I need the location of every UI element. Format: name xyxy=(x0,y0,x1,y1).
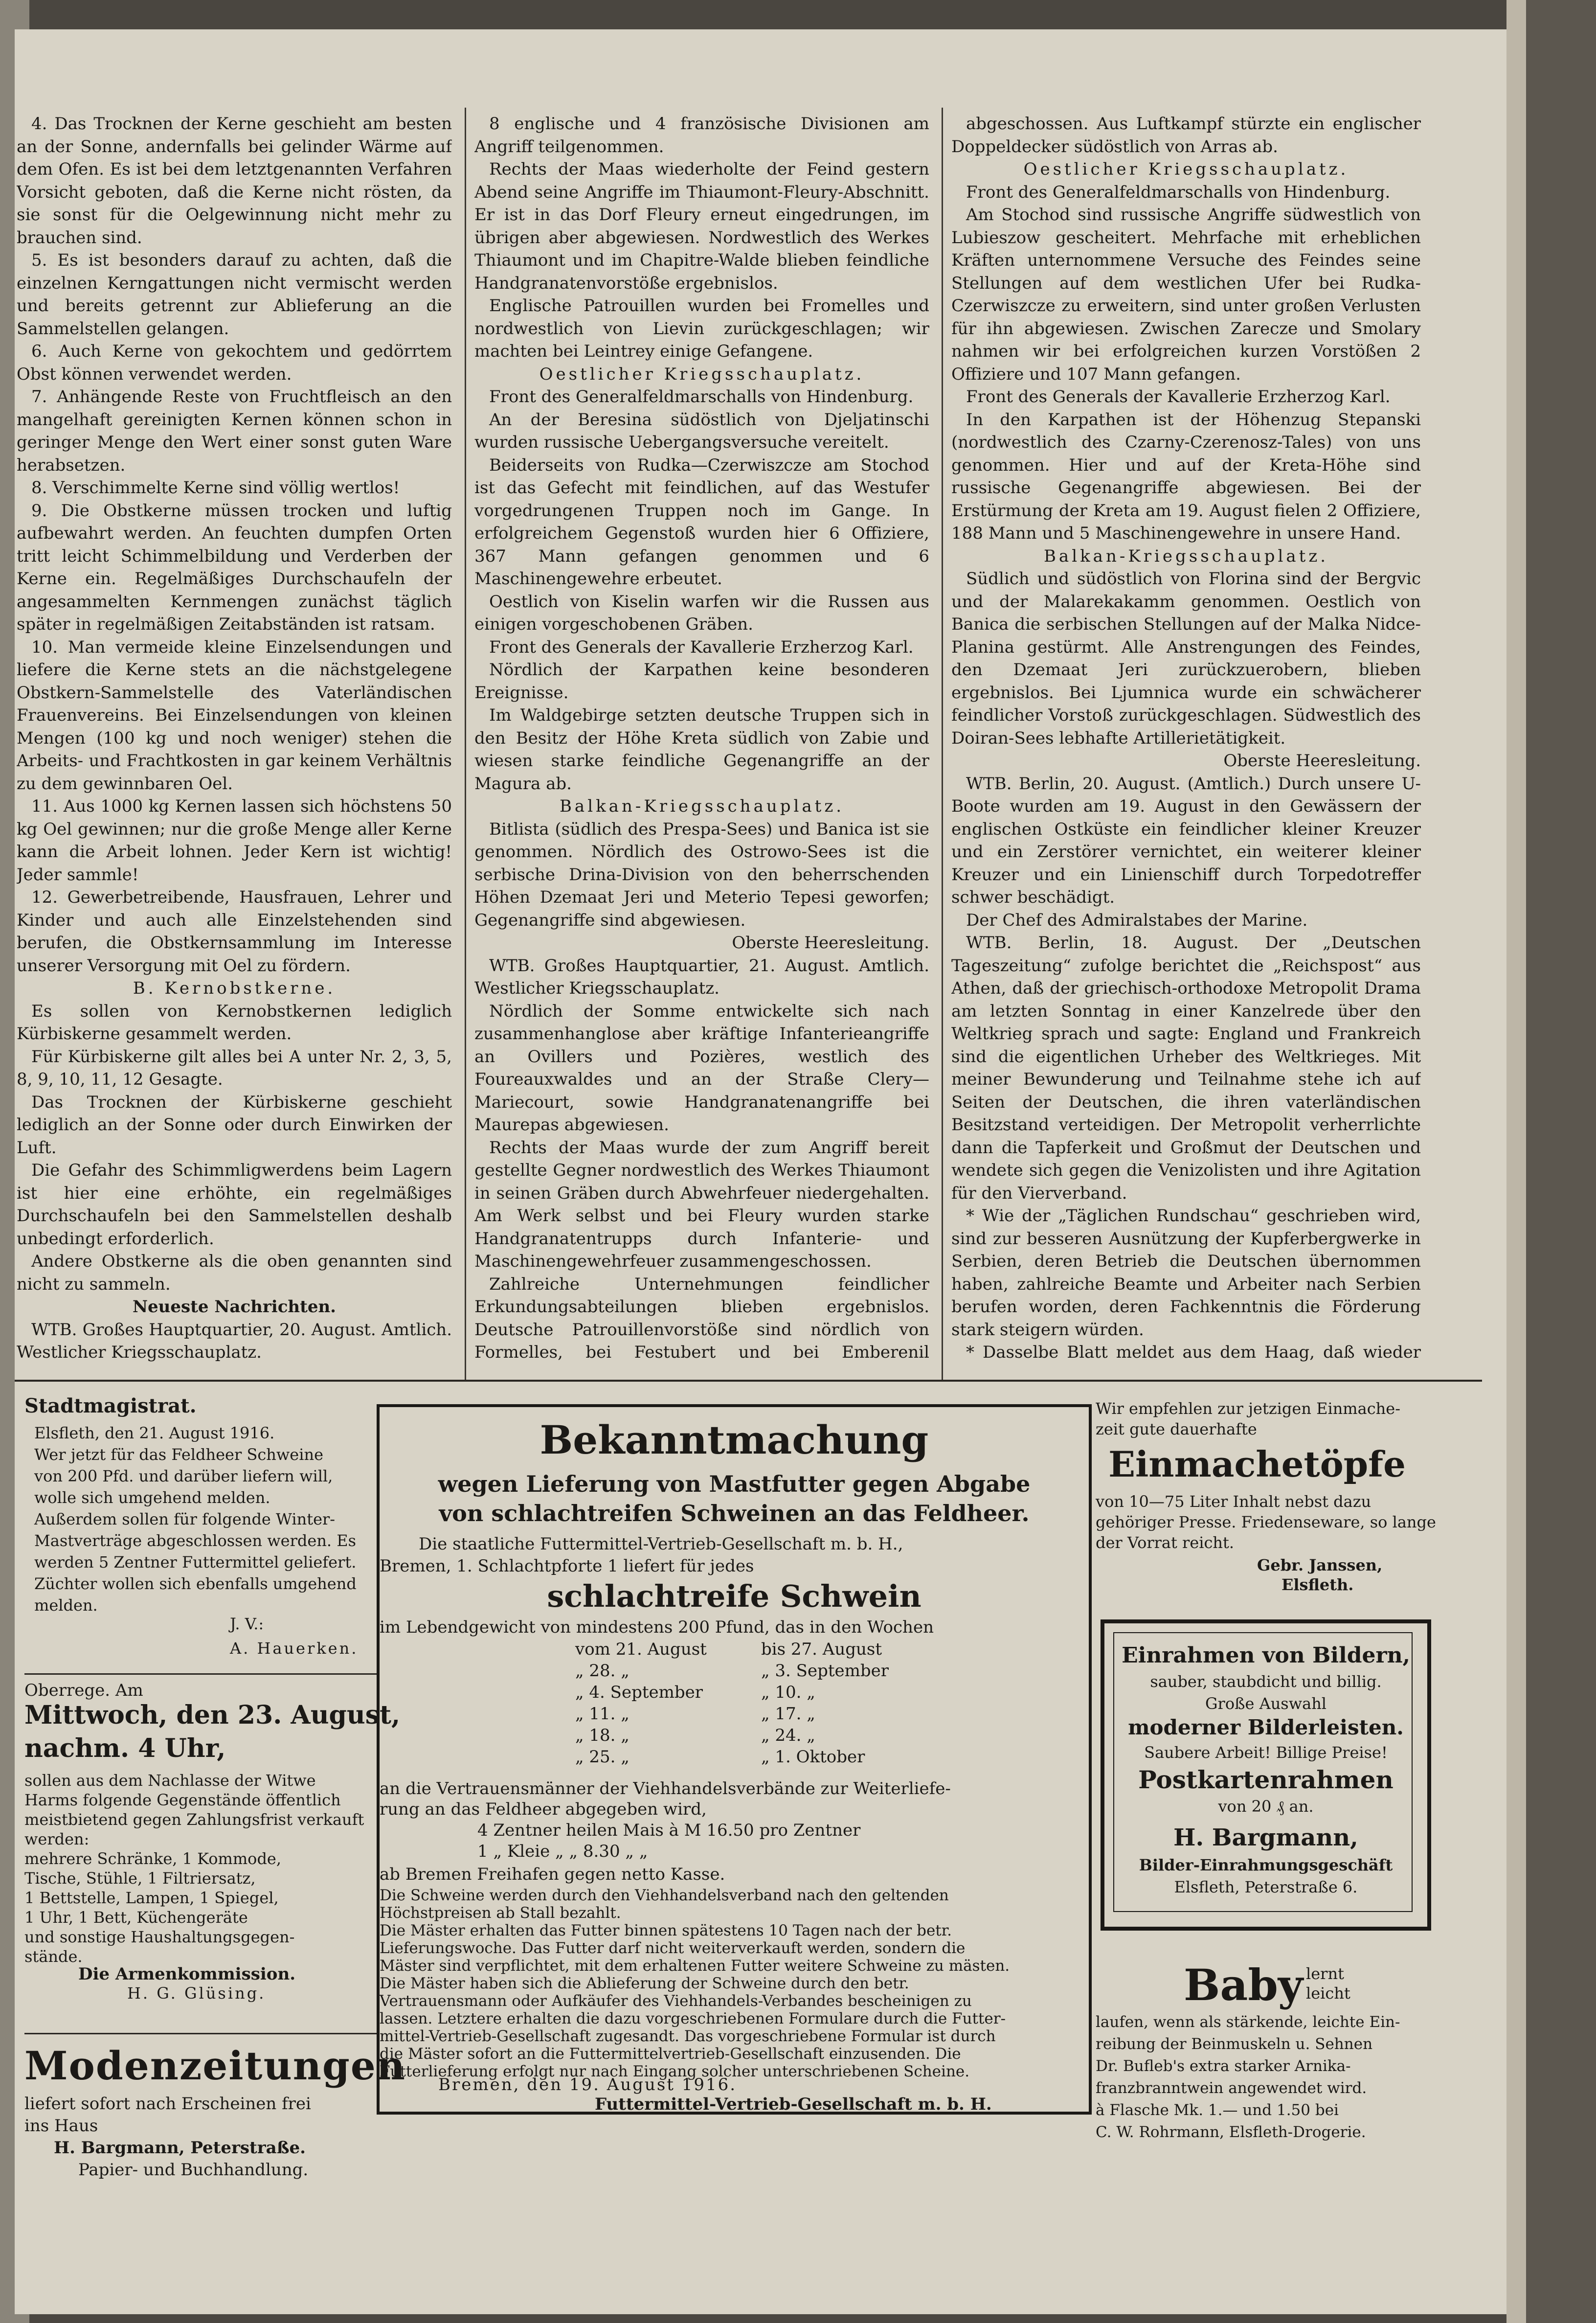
paragraph: WTB. Großes Hauptquartier, 21. August. Amtlich. Westlicher Kriegsschauplatz. xyxy=(474,956,929,998)
ad-line: mehrere Schränke, 1 Kommode, xyxy=(24,1849,282,1868)
ad-line: Die staatliche Futtermittel-Vertrieb-Gesellschaft m. b. H., xyxy=(419,1534,903,1554)
ad-title: Stadtmagistrat. xyxy=(24,1394,197,1417)
news-heading: Neueste Nachrichten. xyxy=(132,1297,337,1317)
ad-line: werden: xyxy=(24,1830,90,1848)
column-2 xyxy=(474,113,929,1365)
paragraph: Front des Generals der Kavallerie Erzherzog Karl. xyxy=(489,637,914,657)
ad-title: Bekanntmachung xyxy=(539,1417,929,1463)
signature: Oberste Heeresleitung. xyxy=(732,933,929,953)
column-rule xyxy=(942,108,943,1380)
paragraph: Front des Generalfeldmarschalls von Hindenburg. xyxy=(966,182,1391,202)
ad-line: Lieferungswoche. Das Futter darf nicht weiterverkauft werden, sondern die xyxy=(380,1939,966,1957)
paragraph: Front des Generals der Kavallerie Erzherzog Karl. xyxy=(966,387,1391,407)
ad-bekanntmachung xyxy=(377,1404,1092,2115)
column-rule xyxy=(465,108,466,1380)
section-heading: Oestlicher Kriegsschauplatz. xyxy=(1023,159,1349,179)
ad-price: 1 „ Kleie „ „ 8.30 „ „ xyxy=(477,1842,648,1861)
paragraph: WTB. Berlin, 20. August. (Amtlich.) Durch unsere U-Boote wurden am 19. August in den Gewässern der englischen Ostküste ein feindlicher kleiner Kreuzer und ein Zerstörer vernichtet, ein weiterer kleiner Kreuzer und ein Linienschiff durch Torpedotreffer schwer beschädigt. xyxy=(951,774,1421,907)
ad-line: melden. xyxy=(34,1596,98,1615)
ad-bilderrahmen xyxy=(1101,1619,1431,1931)
ad-line: lassen. Letztere erhalten die dazu vorgeschriebenen Formulare durch die Futter- xyxy=(380,2010,1006,2027)
ad-line: meistbietend gegen Zahlungsfrist verkauft xyxy=(24,1810,364,1829)
ad-sign: Elsfleth. xyxy=(1281,1575,1354,1594)
paragraph: Das Trocknen der Kürbiskerne geschieht lediglich an der Sonne oder durch Einwirken der Luft. xyxy=(17,1092,452,1158)
ad-title: Einmachetöpfe xyxy=(1108,1443,1406,1485)
ad-modenzeitungen xyxy=(24,2043,406,2189)
ad-line: Wir empfehlen zur jetzigen Einmache- xyxy=(1096,1399,1400,1418)
paragraph: 9. Die Obstkerne müssen trocken und luftig aufbewahrt werden. An feuchten dumpfen Orten tritt leicht Schimmelbildung und Verderben der Kerne ein. Regelmäßiges Durchschaufeln der angesammelten Kernmengen zunächst täglich später in regelmäßigen Zeitabständen ist ratsam. xyxy=(17,501,452,634)
subhead: B. Kernobstkerne. xyxy=(133,979,336,998)
paragraph: Zahlreiche Unternehmungen feindlicher Erkundungsabteilungen blieben ergebnislos. Deutsche Patrouillenvorstöße sind nördlich von Formelles, bei Festubert und bei Emberenil xyxy=(474,1274,929,1362)
ad-price: 4 Zentner heilen Mais à M 16.50 pro Zentner xyxy=(477,1821,861,1840)
ad-time: nachm. 4 Uhr, xyxy=(24,1733,226,1763)
ad-line: Große Auswahl xyxy=(1205,1694,1327,1713)
paragraph: Rechts der Maas wurde der zum Angriff bereit gestellte Gegner nordwestlich des Werkes Thiaumont in seinen Gräben durch Abwehrfeuer niedergehalten. Am Werk selbst und bei Fleury wurden starke Handgranatentrupps durch Infanterie- und Maschinengewehrfeuer zusammengeschossen. xyxy=(474,1138,929,1271)
ad-line: und sonstige Haushaltungsgegen- xyxy=(24,1928,295,1946)
ad-line: Bilder-Einrahmungsgeschäft xyxy=(1139,1856,1393,1874)
ad-line: Die Schweine werden durch den Viehhandelsverband nach den geltenden xyxy=(380,1887,949,1904)
ad-line: Dr. Bufleb's extra starker Arnika- xyxy=(1096,2057,1351,2075)
ad-firm: H. Bargmann, Peterstraße. xyxy=(54,2138,306,2158)
ad-line: C. W. Rohrmann, Elsfleth-Drogerie. xyxy=(1096,2123,1366,2141)
paragraph: Im Waldgebirge setzten deutsche Truppen sich in den Besitz der Höhe Kreta südlich von Zabie und wiesen starke feindliche Gegenangriffe an der Magura ab. xyxy=(474,706,929,794)
ad-title: Baby xyxy=(1184,1959,1304,2010)
ad-line: von 200 Pfd. und darüber liefern will, xyxy=(34,1467,333,1485)
ad-baby xyxy=(1096,1959,1438,2204)
ad-line: reibung der Beinmuskeln u. Sehnen xyxy=(1096,2035,1373,2053)
ad-line: zeit gute dauerhafte xyxy=(1096,1420,1257,1438)
paragraph: Der Chef des Admiralstabes der Marine. xyxy=(966,910,1308,930)
ad-line: mittel-Vertrieb-Gesellschaft zugesandt. Das vorgeschriebene Formular ist durch xyxy=(380,2027,996,2045)
ad-line: lernt xyxy=(1306,1964,1344,1983)
page-edge xyxy=(1526,0,1596,2323)
paragraph: Es sollen von Kernobstkernen lediglich Kürbiskerne gesammelt werden. xyxy=(17,1001,452,1044)
paragraph: Beiderseits von Rudka—Czerwiszcze am Stochod ist das Gefecht mit feindlichen, auf das Westufer vorgedrungenen Truppen noch im Gange. In erfolgreichem Gegenstoß wurden hier 6 Offiziere, 367 Mann gefangen genommen und 6 Maschinengewehre erbeutet. xyxy=(474,455,929,589)
paragraph: Für Kürbiskerne gilt alles bei A unter Nr. 2, 3, 5, 8, 9, 10, 11, 12 Gesagte. xyxy=(17,1047,452,1089)
ad-line: Außerdem sollen für folgende Winter- xyxy=(34,1510,336,1528)
ad-einmachetoepfe xyxy=(1086,1399,1436,1595)
ad-line: von 10—75 Liter Inhalt nebst dazu xyxy=(1096,1492,1371,1511)
ad-subtitle: von schlachtreifen Schweinen an das Feldheer. xyxy=(439,1500,1030,1526)
ad-sign: Die Armenkommission. xyxy=(78,1964,296,1984)
paragraph: abgeschossen. Aus Luftkampf stürzte ein englischer Doppeldecker südöstlich von Arras ab. xyxy=(951,114,1421,157)
column-1 xyxy=(17,113,452,1365)
ad-line: im Lebendgewicht von mindestens 200 Pfund, das in den Wochen xyxy=(380,1617,934,1637)
ad-line: die Mäster sofort an die Futtermittelvertrieb-Gesellschaft einzusenden. Die xyxy=(380,2045,961,2063)
ad-line: sauber, staubdicht und billig. xyxy=(1150,1672,1382,1691)
ad-line: stände. xyxy=(24,1947,83,1966)
ad-line: ins Haus xyxy=(24,2116,98,2136)
ad-line: leicht xyxy=(1306,1984,1350,2003)
paragraph: 6. Auch Kerne von gekochtem und gedörrtem Obst können verwendet werden. xyxy=(17,342,452,384)
paragraph: 4. Das Trocknen der Kerne geschieht am besten an der Sonne, andernfalls bei gelinder Wärme auf dem Ofen. Es ist bei dem letztgenannten Verfahren Vorsicht geboten, daß die Kerne nicht rösten, da sie sonst für die Oelgewinnung nicht mehr zu brauchen sind. xyxy=(17,114,452,248)
ad-line: Elsfleth, den 21. August 1916. xyxy=(34,1424,275,1442)
section-heading: Balkan-Kriegsschauplatz. xyxy=(559,797,845,816)
page-edge xyxy=(1506,0,1526,2323)
ad-line: liefert sofort nach Erscheinen frei xyxy=(24,2094,311,2114)
paragraph: 5. Es ist besonders darauf zu achten, daß die einzelnen Kerngattungen nicht vermischt werden und bereits getrennt zur Ablieferung an die Sammelstellen gelangen. xyxy=(17,251,452,339)
ad-line: an die Vertrauensmänner der Viehhandelsverbände zur Weiterliefe- xyxy=(380,1779,951,1799)
paragraph: 7. Anhängende Reste von Fruchtfleisch an den mangelhaft gereinigten Kernen können schon in geringer Menge den Wert einer sonst guten Ware herabsetzen. xyxy=(17,387,452,475)
paragraph: Andere Obstkerne als die oben genannten sind nicht zu sammeln. xyxy=(17,1252,452,1294)
ad-line: 1 Bettstelle, Lampen, 1 Spiegel, xyxy=(24,1889,279,1907)
ad-line: Tische, Stühle, 1 Filtriersatz, xyxy=(24,1869,256,1888)
paragraph: Front des Generalfeldmarschalls von Hindenburg. xyxy=(489,387,914,407)
paragraph: Englische Patrouillen wurden bei Fromelles und nordwestlich von Lievin zurückgeschlagen; wir machten bei Leintrey einige Gefangene. xyxy=(474,296,929,361)
ad-line: Futterlieferung erfolgt nur nach Eingang solcher unterschriebenen Scheine. xyxy=(380,2063,970,2080)
ad-line: werden 5 Zentner Futtermittel geliefert. xyxy=(34,1553,357,1571)
ad-line: ab Bremen Freihafen gegen netto Kasse. xyxy=(380,1865,725,1884)
ad-line: laufen, wenn als stärkende, leichte Ein- xyxy=(1096,2013,1400,2031)
ad-line: wolle sich umgehend melden. xyxy=(34,1488,270,1507)
paragraph: * Dasselbe Blatt meldet aus dem Haag, daß wieder xyxy=(966,1343,1421,1362)
ad-stadtmagistrat xyxy=(24,1394,377,1668)
ad-line: Oberrege. Am xyxy=(24,1681,143,1700)
ad-auction xyxy=(24,1681,401,2003)
week-cell: „ 11. „ xyxy=(575,1704,629,1724)
ad-sign: J. V.: xyxy=(230,1615,264,1633)
paragraph: Am Stochod sind russische Angriffe südwestlich von Lubieszow gescheitert. Mehrfache mit erheblichen Kräften unternommene Versuche des Feindes seine Stellungen auf dem westlichen Ufer bei Rudka-Czerwiszcze zu erweitern, sind unter großen Verlusten für ihn abgewiesen. Zwischen Zarecze und Smolary nahmen wir bei erfolgreichen kurzen Vorstößen 2 Offiziere und 107 Mann gefangen. xyxy=(951,205,1421,384)
week-cell: „ 25. „ xyxy=(575,1747,629,1767)
paragraph: 11. Aus 1000 kg Kernen lassen sich höchstens 50 kg Oel gewinnen; nur die große Menge aller Kerne kann die Arbeit lohnen. Jeder Kern ist wichtig! Jeder sammle! xyxy=(17,797,452,885)
ad-line: Die Mäster haben sich die Ablieferung der Schweine durch den betr. xyxy=(380,1975,909,1992)
ad-sign: Futtermittel-Vertrieb-Gesellschaft m. b. H. xyxy=(595,2095,992,2114)
ad-place: Bremen, den 19. August 1916. xyxy=(438,2075,737,2095)
paragraph: * Wie der „Täglichen Rundschau“ geschrieben wird, sind zur besseren Ausnützung der Kupferbergwerke in Serbien, deren Betrieb die Deutschen übernommen haben, zahlreiche Beamte und Arbeiter nach Serbien berufen worden, deren Fachkenntnis die Förderung stark steigern würden. xyxy=(951,1206,1421,1340)
ad-line: Bremen, 1. Schlachtpforte 1 liefert für jedes xyxy=(380,1556,754,1576)
week-cell: bis 27. August xyxy=(761,1640,882,1659)
ad-line: moderner Bilderleisten. xyxy=(1128,1715,1404,1739)
week-cell: vom 21. August xyxy=(575,1640,707,1659)
paragraph: Südlich und südöstlich von Florina sind der Bergvic und der Malarekakamm genommen. Oestlich von Banica die serbischen Stellungen auf der Malka Nidce-Planina gestürmt. Alle Anstrengungen des Feindes, den Dzemaat Jeri zurückzuerobern, blieben ergebnislos. Bei Ljumnica wurde ein schwächerer feindlicher Vorstoß zurückgeschlagen. Südwestlich des Doiran-Sees lebhafte Artillerietätigkeit. xyxy=(951,569,1421,748)
section-heading: Balkan-Kriegsschauplatz. xyxy=(1043,546,1329,566)
newspaper-page xyxy=(15,29,1526,2314)
ad-rule xyxy=(24,1673,377,1675)
paragraph: Bitlista (südlich des Prespa-Sees) und Banica ist sie genommen. Nördlich des Ostrowo-Sees ist die serbische Drina-Division von den beherrschenden Höhen Dzemaat Jeri und Meterio Tepesi geworfen; Gegenangriffe sind abgewiesen. xyxy=(474,819,929,930)
ad-line: Mastverträge abgeschlossen werden. Es xyxy=(34,1531,357,1550)
paragraph: An der Beresina südöstlich von Djeljatinschi wurden russische Uebergangsversuche vereitelt. xyxy=(474,410,929,452)
ad-line: Mäster sind verpflichtet, mit dem erhaltenen Futter weitere Schweine zu mästen. xyxy=(380,1957,1010,1975)
paragraph: 8. Verschimmelte Kerne sind völlig wertlos! xyxy=(31,478,400,498)
paragraph: 8 englische und 4 französische Divisionen am Angriff teilgenommen. xyxy=(474,114,929,157)
ad-title: Modenzeitungen xyxy=(24,2043,406,2089)
paragraph: 10. Man vermeide kleine Einzelsendungen und liefere die Kerne stets an die nächstgelegene Obstkern-Sammelstelle des Vaterländischen Frauenvereins. Bei Einzelsendungen von kleinen Mengen (100 kg und noch weniger) stehen die Arbeits- und Frachtkosten in gar keinem Verhältnis zu dem gewinnbaren Oel. xyxy=(17,637,452,794)
paragraph: Nördlich der Karpathen keine besonderen Ereignisse. xyxy=(474,660,929,703)
ad-line: gehöriger Presse. Friedenseware, so lange xyxy=(1096,1513,1436,1531)
paragraph: Die Gefahr des Schimmligwerdens beim Lagern ist hier eine erhöhte, ein regelmäßiges Durchschaufeln bei den Sammelstellen deshalb unbedingt erforderlich. xyxy=(17,1161,452,1249)
ad-sign: Gebr. Janssen, xyxy=(1257,1556,1383,1574)
week-cell: „ 10. „ xyxy=(761,1683,815,1702)
ad-line: Höchstpreisen ab Stall bezahlt. xyxy=(380,1904,621,1922)
ad-line: franzbranntwein angewendet wird. xyxy=(1096,2079,1367,2097)
paragraph: Rechts der Maas wiederholte der Feind gestern Abend seine Angriffe im Thiaumont-Fleury-Abschnitt. Er ist in das Dorf Fleury erneut eingedrungen, im übrigen aber abgewiesen. Nordwestlich des Werkes Thiaumont und im Chapitre-Walde blieben feindliche Handgranatenvorstöße ergebnislos. xyxy=(474,159,929,293)
ad-sign: A. Hauerken. xyxy=(230,1639,359,1658)
ad-subtitle: wegen Lieferung von Mastfutter gegen Abgabe xyxy=(438,1471,1031,1497)
paragraph: In den Karpathen ist der Höhenzug Stepanski (nordwestlich des Czarny-Czerenosz-Tales) von uns genommen. Hier und auf der Kreta-Höhe sind russische Gegenangriffe abgewiesen. Bei der Erstürmung der Kreta am 19. August fielen 2 Offiziere, 188 Mann und 5 Maschinengewehre in unsere Hand. xyxy=(951,410,1421,543)
column-3 xyxy=(951,113,1421,1365)
ad-firm: H. Bargmann, xyxy=(1173,1824,1358,1851)
ad-line: Vertrauensmann oder Aufkäufer des Viehhandels-Verbandes bescheinigen zu xyxy=(380,1992,972,2010)
ad-line: à Flasche Mk. 1.— und 1.50 bei xyxy=(1096,2101,1339,2119)
ad-line: Saubere Arbeit! Billige Preise! xyxy=(1144,1743,1388,1762)
ad-line: 1 Uhr, 1 Bett, Küchengeräte xyxy=(24,1908,248,1927)
week-cell: „ 4. September xyxy=(575,1683,703,1702)
section-heading: Oestlicher Kriegsschauplatz. xyxy=(539,364,865,384)
signature: Oberste Heeresleitung. xyxy=(1223,751,1421,771)
ad-line: rung an das Feldheer abgegeben wird, xyxy=(380,1799,707,1819)
paragraph: WTB. Berlin, 18. August. Der „Deutschen Tageszeitung“ zufolge berichtet die „Reichspost“ aus Athen, daß der griechisch-orthodoxe Metropolit Drama am letzten Sonntag in einer Kanzelrede über den Weltkrieg sprach und sagte: England und Frankreich sind die eigentlichen Urheber des Weltkrieges. Mit meiner Bewunderung und Teilnahme stehe ich auf Seiten der Deutschen, die ihren vaterländischen Besitzstand verteidigen. Der Metropolit verherrlichte dann die Tapferkeit und Großmut der Deutschen und wendete sich gegen die Venizolisten und ihre Agitation für den Vierverband. xyxy=(951,933,1421,1203)
ad-line: Züchter wollen sich ebenfalls umgehend xyxy=(34,1574,357,1593)
paragraph: WTB. Großes Hauptquartier, 20. August. Amtlich. Westlicher Kriegsschauplatz. xyxy=(17,1320,452,1362)
ad-firm: Papier- und Buchhandlung. xyxy=(78,2160,309,2180)
ad-headline: schlachtreife Schwein xyxy=(547,1578,922,1614)
ad-line: Harms folgende Gegenstände öffentlich xyxy=(24,1791,341,1809)
ad-date: Mittwoch, den 23. August, xyxy=(24,1700,401,1730)
ad-rule xyxy=(24,2033,377,2034)
week-cell: „ 3. September xyxy=(761,1661,889,1681)
week-cell: „ 17. „ xyxy=(761,1704,815,1724)
ad-line: sollen aus dem Nachlasse der Witwe xyxy=(24,1771,316,1790)
section-rule xyxy=(15,1380,1482,1382)
ad-line: Einrahmen von Bildern, xyxy=(1122,1643,1410,1668)
ad-line: Die Mäster erhalten das Futter binnen spätestens 10 Tagen nach der betr. xyxy=(380,1922,952,1939)
ad-line: Postkartenrahmen xyxy=(1138,1765,1394,1794)
week-cell: „ 24. „ xyxy=(761,1726,815,1745)
paragraph xyxy=(17,1364,452,1366)
week-cell: „ 1. Oktober xyxy=(761,1747,865,1767)
paragraph: Nördlich der Somme entwickelte sich nach zusammenhanglose aber kräftige Infanterieangriffe an Ovillers und Pozières, westlich des Foureauxwaldes und an der Straße Clery—Mariecourt, sowie Handgranatenangriffe bei Maurepas abgewiesen. xyxy=(474,1001,929,1135)
paragraph: 12. Gewerbetreibende, Hausfrauen, Lehrer und Kinder und auch alle Einzelstehenden sind berufen, die Obstkernsammlung im Interesse unserer Versorgung mit Oel zu fördern. xyxy=(17,888,452,976)
paragraph: Oestlich von Kiselin warfen wir die Russen aus einigen vorgeschobenen Gräben. xyxy=(474,592,929,634)
week-cell: „ 18. „ xyxy=(575,1726,629,1745)
ad-sign: H. G. Glüsing. xyxy=(127,1984,266,2003)
week-cell: „ 28. „ xyxy=(575,1661,629,1681)
ad-line: von 20 ₰ an. xyxy=(1218,1797,1314,1816)
ad-line: Elsfleth, Peterstraße 6. xyxy=(1174,1878,1358,1896)
ad-line: der Vorrat reicht. xyxy=(1096,1533,1235,1552)
ad-line: Wer jetzt für das Feldheer Schweine xyxy=(34,1445,323,1464)
